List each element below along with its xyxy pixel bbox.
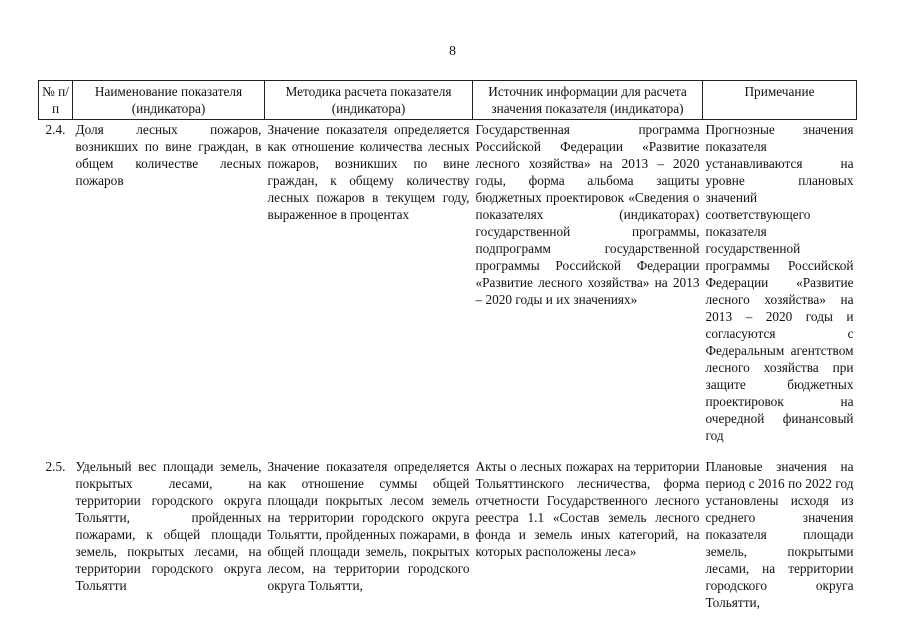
- indicator-name: Удельный вес площади земель, покрытых лесами, на территории городского округа Тольятти, пройденных пожарами, к общей площади земель, покрытых лесами, на территории городского округа Тольятти: [75, 459, 262, 593]
- page-number: 8: [449, 44, 456, 59]
- header-note: Примечание: [703, 81, 857, 120]
- indicator-table: [38, 80, 857, 625]
- row-number: 2.5.: [45, 459, 66, 474]
- row-number: 2.4.: [45, 122, 66, 137]
- table-row: [39, 120, 857, 459]
- header-indicator-name: Наименование показателя (индикатора): [73, 81, 265, 120]
- calculation-method: Значение показателя определяется как отношение количества лесных пожаров, возникших по вине граждан, к общему количеству лесных пожаров в текущем году, выраженное в процентах: [267, 122, 470, 222]
- table-row: [39, 458, 857, 625]
- header-calculation-method: Методика расчета показателя (индикатора): [265, 81, 473, 120]
- information-source: Акты о лесных пожарах на территории Тольяттинского лесничества, форма отчетности Государственного лесного реестра 1.1 «Состав земель лесного фонда и земель иных категорий, на которых расположены леса»: [475, 459, 700, 559]
- header-information-source: Источник информации для расчета значения показателя (индикатора): [473, 81, 703, 120]
- table-header: [39, 81, 857, 120]
- header-row: [39, 81, 857, 120]
- header-number: № п/п: [39, 81, 73, 120]
- information-source: Государственная программа Российской Федерации «Развитие лесного хозяйства» на 2013 – 2020 годы, форма альбома защиты бюджетных проектировок «Сведения о показателях (индикаторах) государственной программы, подпрограмм государственной программы Российской Федерации «Развитие лесного хозяйства» на 2013 – 2020 годы и их значениях»: [475, 122, 700, 307]
- note: Прогнозные значения показателя устанавливаются на уровне плановых значений соответствующего показателя государственной программы Российской Федерации «Развитие лесного хозяйства» на 2013 – 2020 годы и согласуются с Федеральным агентством лесного хозяйства при защите бюджетных проектировок на очередной финансовый год: [705, 122, 854, 443]
- table-body: [39, 120, 857, 626]
- indicator-name: Доля лесных пожаров, возникших по вине граждан, в общем количестве лесных пожаров: [75, 122, 262, 188]
- note: Плановые значения на период с 2016 по 2022 год установлены исходя из среднего значения показателя площади земель, покрытыми лесами, на территории городского округа Тольятти,: [705, 459, 854, 610]
- calculation-method: Значение показателя определяется как отношение суммы общей площади покрытых лесом земель на территории городского округа Тольятти, пройденных пожарами, в общей площади земель, покрытых лесом, на территории городского округа Тольятти,: [267, 459, 470, 593]
